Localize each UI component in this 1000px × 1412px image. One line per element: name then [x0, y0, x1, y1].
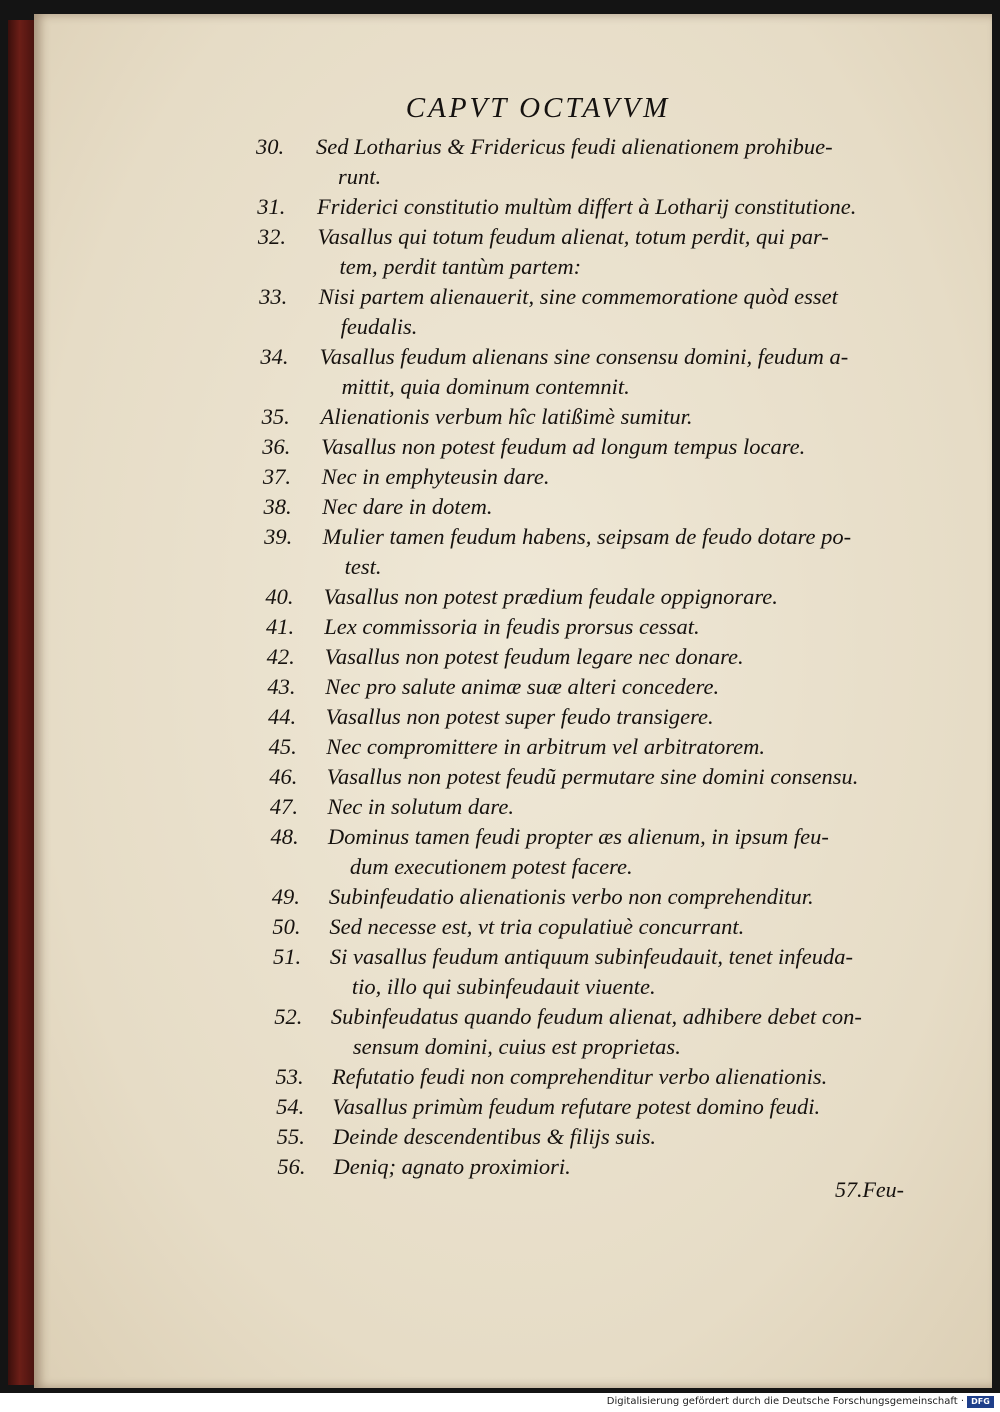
entry-number: 44.: [267, 704, 297, 729]
summary-entry: [34, 822, 992, 882]
entry-text: Vasallus non potest feudum legare nec donare.: [324, 644, 744, 669]
entry-text-continuation: tem, perdit tantùm partem:: [339, 254, 582, 279]
entry-text-continuation: sensum domini, cuius est proprietas.: [352, 1034, 681, 1059]
entry-number: 38.: [263, 494, 292, 519]
entry-number: 54.: [276, 1094, 305, 1119]
entry-text: Mulier tamen feudum habens, seipsam de feudo dotare po-: [322, 524, 852, 549]
entry-number: 42.: [266, 644, 295, 669]
summary-entry: [34, 462, 992, 492]
summary-entry: [34, 612, 992, 642]
summary-entry: [34, 522, 992, 582]
entry-text: Vasallus primùm feudum refutare potest domino feudi.: [332, 1094, 821, 1119]
entry-number: 55.: [276, 1124, 305, 1149]
entry-number: 35.: [261, 404, 290, 429]
summary-entry: [34, 702, 992, 732]
summary-entry: [34, 642, 992, 672]
entry-number: 31.: [257, 194, 286, 219]
entry-number: 48.: [270, 824, 299, 849]
summary-entry: [34, 732, 992, 762]
summary-entry: [34, 792, 992, 822]
summary-entry: [34, 342, 992, 402]
summary-entry: [34, 882, 992, 912]
chapter-heading: CAPVT OCTAVVM: [405, 92, 671, 124]
entry-text: Lex commissoria in feudis prorsus cessat.: [324, 614, 700, 639]
entry-text-continuation: dum executionem potest facere.: [349, 854, 633, 879]
summary-entry: [34, 192, 992, 222]
summary-entry: [34, 1122, 992, 1152]
entry-text: Nec dare in dotem.: [322, 494, 493, 519]
book-page: [34, 14, 992, 1388]
summary-entry: [34, 672, 992, 702]
entry-text-continuation: runt.: [338, 164, 382, 189]
entry-text: Vasallus feudum alienans sine consensu domini, feudum a-: [319, 344, 849, 369]
entry-text: Vasallus non potest feudum ad longum tempus locare.: [321, 434, 806, 459]
entry-number: 33.: [259, 284, 288, 309]
entry-number: 53.: [275, 1064, 304, 1089]
summary-entry: [34, 1062, 992, 1092]
entry-number: 51.: [272, 944, 302, 969]
entry-text: Nisi partem alienauerit, sine commemoratione quòd esset: [318, 284, 838, 309]
summary-entry: [34, 1092, 992, 1122]
summary-entry: [34, 1002, 992, 1062]
entry-text: Dominus tamen feudi propter æs alienum, in ipsum feu-: [327, 824, 829, 849]
entry-number: 37.: [262, 464, 292, 489]
entry-text-continuation: feudalis.: [340, 314, 418, 339]
summary-list: [34, 132, 992, 1182]
entry-number: 41.: [266, 614, 295, 639]
entry-text: Refutatio feudi non comprehenditur verbo alienationis.: [331, 1064, 828, 1089]
summary-entry: [34, 582, 992, 612]
entry-text: Vasallus non potest feudũ permutare sine domini consensu.: [326, 764, 859, 789]
catchword: 57.Feu-: [834, 1177, 904, 1202]
entry-number: 39.: [264, 524, 293, 549]
entry-text: Sed Lotharius & Fridericus feudi alienationem prohibue-: [316, 134, 833, 159]
entry-text: Nec in solutum dare.: [327, 794, 514, 819]
entry-text-continuation: test.: [344, 554, 382, 579]
entry-text: Vasallus non potest super feudo transigere.: [325, 704, 714, 729]
entry-text: Nec compromittere in arbitrum vel arbitratorem.: [326, 734, 765, 759]
summary-entry: [34, 492, 992, 522]
entry-number: 43.: [267, 674, 296, 699]
entry-number: 40.: [265, 584, 294, 609]
entry-number: 50.: [272, 914, 301, 939]
summary-entry: [34, 432, 992, 462]
entry-text: Sed necesse est, vt tria copulatiuè concurrant.: [329, 914, 745, 939]
summary-entry: [34, 402, 992, 432]
entry-number: 32.: [257, 224, 286, 249]
entry-text-continuation: tio, illo qui subinfeudauit viuente.: [351, 974, 656, 999]
entry-text-continuation: mittit, quia dominum contemnit.: [341, 374, 630, 399]
entry-text: Deinde descendentibus & filijs suis.: [332, 1124, 657, 1149]
entry-text: Si vasallus feudum antiquum subinfeudauit, tenet infeuda-: [329, 944, 853, 969]
entry-text: Nec in emphyteusin dare.: [321, 464, 550, 489]
entry-number: 46.: [269, 764, 298, 789]
book-spine: [8, 20, 34, 1385]
entry-text: Deniq; agnato proximiori.: [333, 1154, 571, 1179]
funding-note: Digitalisierung gefördert durch die Deutsche Forschungsgemeinschaft ·: [606, 1396, 964, 1407]
summary-entry: [34, 942, 992, 1002]
entry-text: Friderici constitutio multùm differt à Lotharij constitutione.: [317, 194, 857, 219]
summary-entry: [34, 762, 992, 792]
entry-number: 47.: [269, 794, 298, 819]
entry-text: Vasallus non potest prædium feudale oppignorare.: [323, 584, 778, 609]
entry-number: 36.: [262, 434, 291, 459]
entry-number: 52.: [274, 1004, 303, 1029]
entry-text: Vasallus qui totum feudum alienat, totum perdit, qui par-: [317, 224, 829, 249]
entry-number: 56.: [277, 1154, 306, 1179]
summary-entry: [34, 222, 992, 282]
entry-number: 45.: [268, 734, 297, 759]
entry-text: Alienationis verbum hîc latißimè sumitur.: [320, 404, 693, 429]
summary-entry: [34, 282, 992, 342]
entry-number: 49.: [271, 884, 300, 909]
entry-text: Subinfeudatio alienationis verbo non comprehenditur.: [328, 884, 814, 909]
entry-number: 34.: [260, 344, 289, 369]
summary-entry: [34, 912, 992, 942]
summary-entry: [34, 132, 992, 192]
entry-text: Nec pro salute animæ suæ alteri concedere.: [325, 674, 720, 699]
entry-text: Subinfeudatus quando feudum alienat, adhibere debet con-: [330, 1004, 862, 1029]
entry-number: 30.: [256, 134, 285, 159]
dfg-logo: DFG: [967, 1396, 994, 1408]
